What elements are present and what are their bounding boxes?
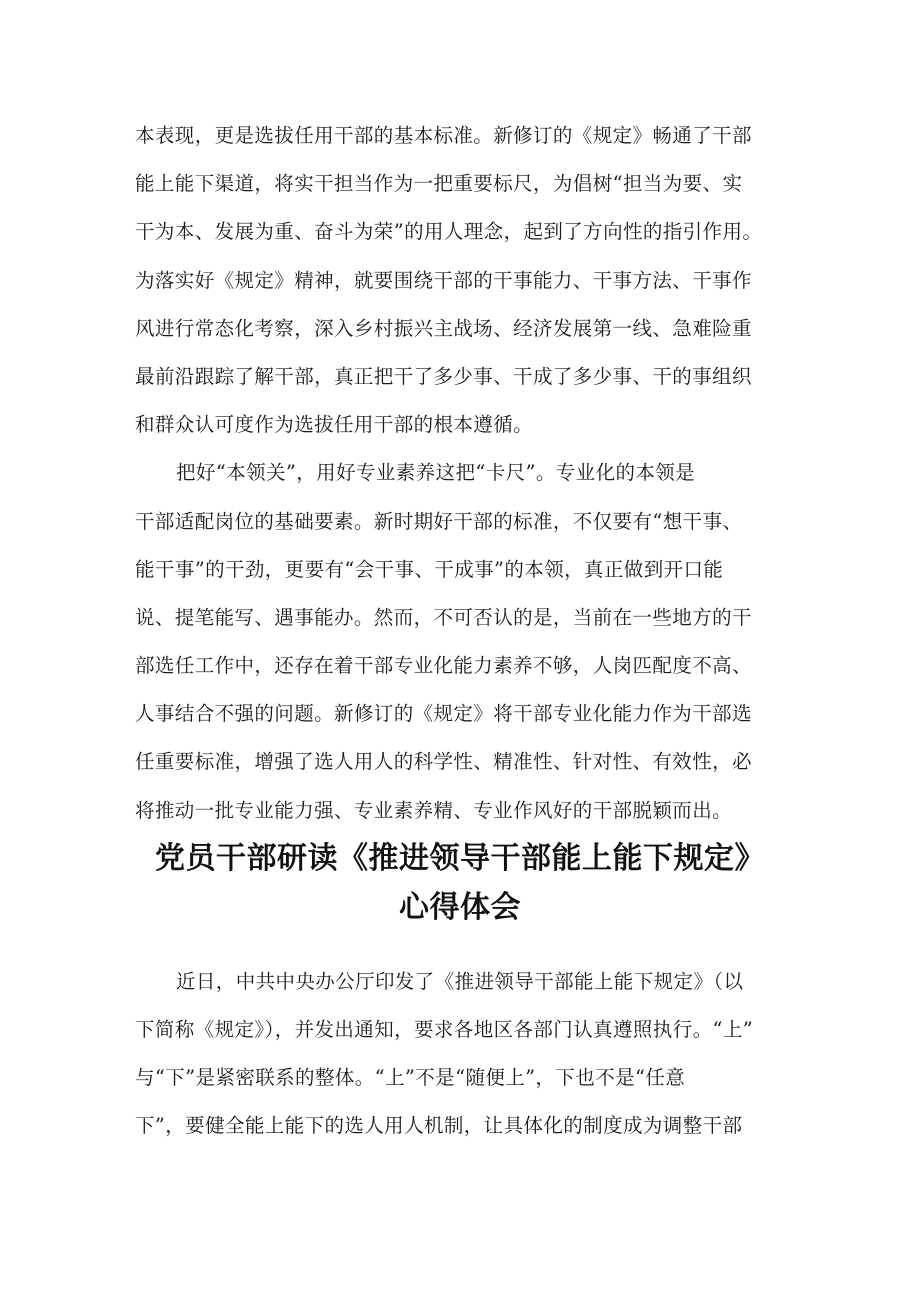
text-line: 能干事”的干劲，更要有“会干事、干成事”的本领，真正做到开口能 (135, 557, 724, 581)
text-line: 人事结合不强的问题。新修订的《规定》将干部专业化能力作为干部选 (135, 702, 752, 726)
text-line: 下简称《规定》），并发出通知，要求各地区各部门认真遵照执行。“上” (135, 1018, 754, 1041)
text-line: 任重要标准，增强了选人用人的科学性、精准性、针对性、有效性，必 (135, 750, 752, 774)
body-text-top (135, 112, 835, 835)
text-line: 最前沿跟踪了解干部，真正把干了多少事、干成了多少事、干的事组织 (135, 364, 752, 388)
text-line: 下”，要健全能上能下的选人用人机制，让具体化的制度成为调整干部 (135, 1114, 743, 1137)
text-line: 说、提笔能写、遇事能办。然而，不可否认的是，当前在一些地方的干 (135, 605, 752, 629)
article-title-line-2: 心得体会 (399, 890, 521, 925)
text-line: 干部适配岗位的基础要素。新时期好干部的标准，不仅要有“想干事、 (135, 509, 743, 533)
article-title-line-1: 党员干部研读《推进领导干部能上能下规定》 (155, 841, 765, 876)
text-line: 将推动一批专业能力强、专业素养精、专业作风好的干部脱颖而出。 (135, 798, 733, 822)
text-line: 与“下”是紧密联系的整体。“上”不是“随便上”，下也不是“任意 (135, 1066, 686, 1089)
text-line: 能上能下渠道，将实干担当作为一把重要标尺，为倡树“担当为要、实 (135, 172, 743, 196)
text-line: 近日，中共中央办公厅印发了《推进领导干部能上能下规定》（以 (176, 970, 744, 993)
body-text-intro (135, 958, 835, 1150)
text-line: 把好“本领关”，用好专业素养这把“卡尺”。专业化的本领是 (176, 461, 696, 485)
text-line: 干为本、发展为重、奋斗为荣”的用人理念，起到了方向性的指引作用。 (135, 220, 763, 244)
text-line: 为落实好《规定》精神，就要围绕干部的干事能力、干事方法、干事作 (135, 268, 752, 292)
text-line: 和群众认可度作为选拔任用干部的根本遵循。 (135, 413, 534, 437)
text-line: 本表现，更是选拔任用干部的基本标准。新修订的《规定》畅通了干部 (135, 124, 752, 147)
text-line: 部选任工作中，还存在着干部专业化能力素养不够，人岗匹配度不高、 (135, 654, 752, 678)
text-line: 风进行常态化考察，深入乡村振兴主战场、经济发展第一线、急难险重 (135, 316, 752, 340)
